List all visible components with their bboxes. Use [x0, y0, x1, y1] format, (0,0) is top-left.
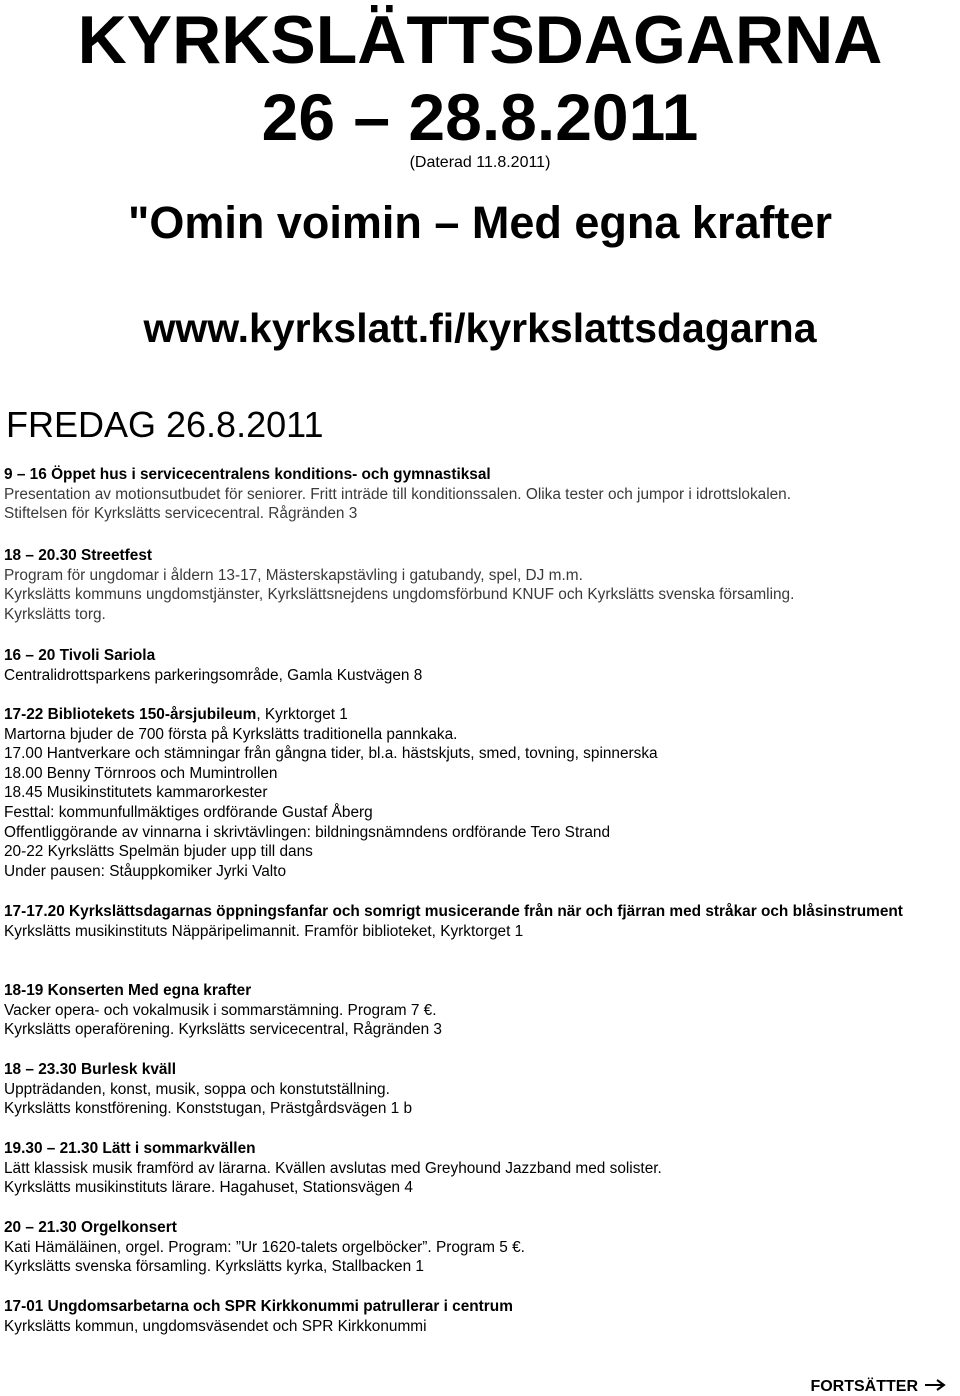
event-block [4, 902, 954, 941]
event-line: 17.00 Hantverkare och stämningar från gångna tider, bl.a. hästskjuts, smed, tovning, spinnerska [4, 745, 658, 763]
event-block [4, 646, 954, 685]
event-block [4, 1139, 954, 1198]
event-block [4, 1060, 954, 1119]
event-line: Kyrkslätts svenska församling. Kyrkslätts kyrka, Stallbacken 1 [4, 1258, 424, 1276]
event-heading: 9 – 16 Öppet hus i servicecentralens konditions- och gymnastiksal [4, 466, 491, 483]
event-line: Centralidrottsparkens parkeringsområde, Gamla Kustvägen 8 [4, 666, 423, 684]
event-line: Offentliggörande av vinnarna i skrivtävlingen: bildningsnämndens ordförande Tero Strand [4, 823, 611, 841]
event-heading-location: , Kyrktorget 1 [256, 706, 348, 723]
event-line: Under pausen: Ståuppkomiker Jyrki Valto [4, 862, 287, 880]
event-heading: 20 – 21.30 Orgelkonsert [4, 1219, 177, 1236]
event-line: Vacker opera- och vokalmusik i sommarstämning. Program 7 €. [4, 1001, 437, 1019]
event-line: Kyrkslätts konstförening. Konststugan, Prästgårdsvägen 1 b [4, 1100, 413, 1118]
event-line: 20-22 Kyrkslätts Spelmän bjuder upp till dans [4, 843, 313, 861]
day-heading: FREDAG 26.8.2011 [6, 404, 324, 445]
event-block [4, 546, 954, 624]
event-heading: 17-01 Ungdomsarbetarna och SPR Kirkkonummi patrullerar i centrum [4, 1298, 513, 1315]
event-line: 18.45 Musikinstitutets kammarorkester [4, 784, 268, 802]
event-heading: 16 – 20 Tivoli Sariola [4, 647, 156, 664]
event-line: 18.00 Benny Törnroos och Mumintrollen [4, 764, 278, 782]
event-heading: 17-22 Bibliotekets 150-årsjubileum [4, 706, 257, 723]
event-block [4, 1218, 954, 1277]
event-heading: 18-19 Konserten Med egna krafter [4, 982, 252, 999]
event-heading: 19.30 – 21.30 Lätt i sommarkvällen [4, 1140, 256, 1157]
event-block [4, 465, 954, 524]
event-line: Lätt klassisk musik framförd av lärarna. Kvällen avslutas med Greyhound Jazzband med solister. [4, 1159, 662, 1177]
motto: "Omin voimin – Med egna krafter [127, 197, 832, 248]
event-line: Kyrkslätts kommuns ungdomstjänster, Kyrkslättsnejdens ungdomsförbund KNUF och Kyrkslätts svenska församling. [4, 586, 795, 604]
right-arrow-icon [924, 1377, 946, 1396]
event-line: Martorna bjuder de 700 första på Kyrkslätts traditionella pannkaka. [4, 725, 458, 743]
continues-label: FORTSÄTTER [810, 1378, 918, 1395]
event-heading: 18 – 23.30 Burlesk kväll [4, 1061, 176, 1078]
event-line: Kyrkslätts operaförening. Kyrkslätts servicecentral, Rågränden 3 [4, 1021, 442, 1039]
event-line: Kyrkslätts torg. [4, 605, 106, 623]
event-heading: 18 – 20.30 Streetfest [4, 547, 153, 564]
event-block [4, 1297, 954, 1336]
website-url: www.kyrkslatt.fi/kyrkslattsdagarna [143, 305, 817, 351]
event-line: Stiftelsen för Kyrkslätts servicecentral. Rågränden 3 [4, 505, 358, 523]
event-heading: 17-17.20 Kyrkslättsdagarnas öppningsfanfar och somrigt musicerande från när och fjärran med stråkar och blåsinstrument [4, 903, 903, 920]
event-block [4, 981, 954, 1040]
continues-note [810, 1377, 946, 1396]
event-line: Kati Hämäläinen, orgel. Program: ”Ur 1620-talets orgelböcker”. Program 5 €. [4, 1238, 525, 1256]
event-line: Presentation av motionsutbudet för seniorer. Fritt inträde till konditionssalen. Olika tester och jumpor i idrottslokalen. [4, 485, 792, 503]
event-line: Kyrkslätts musikinstituts Näppäripelimannit. Framför biblioteket, Kyrktorget 1 [4, 922, 524, 940]
event-line: Festtal: kommunfullmäktiges ordförande Gustaf Åberg [4, 803, 373, 821]
event-line: Kyrkslätts kommun, ungdomsväsendet och SPR Kirkkonummi [4, 1317, 427, 1335]
event-dates: 26 – 28.8.2011 [261, 80, 699, 154]
event-line: Uppträdanden, konst, musik, soppa och konstutställning. [4, 1080, 390, 1098]
event-block [4, 705, 954, 881]
event-line: Kyrkslätts musikinstituts lärare. Hagahuset, Stationsvägen 4 [4, 1179, 413, 1197]
dated-note: (Daterad 11.8.2011) [409, 154, 551, 171]
event-line: Program för ungdomar i åldern 13-17, Mästerskapstävling i gatubandy, spel, DJ m.m. [4, 566, 583, 584]
document-title: KYRKSLÄTTSDAGARNA [77, 2, 883, 78]
